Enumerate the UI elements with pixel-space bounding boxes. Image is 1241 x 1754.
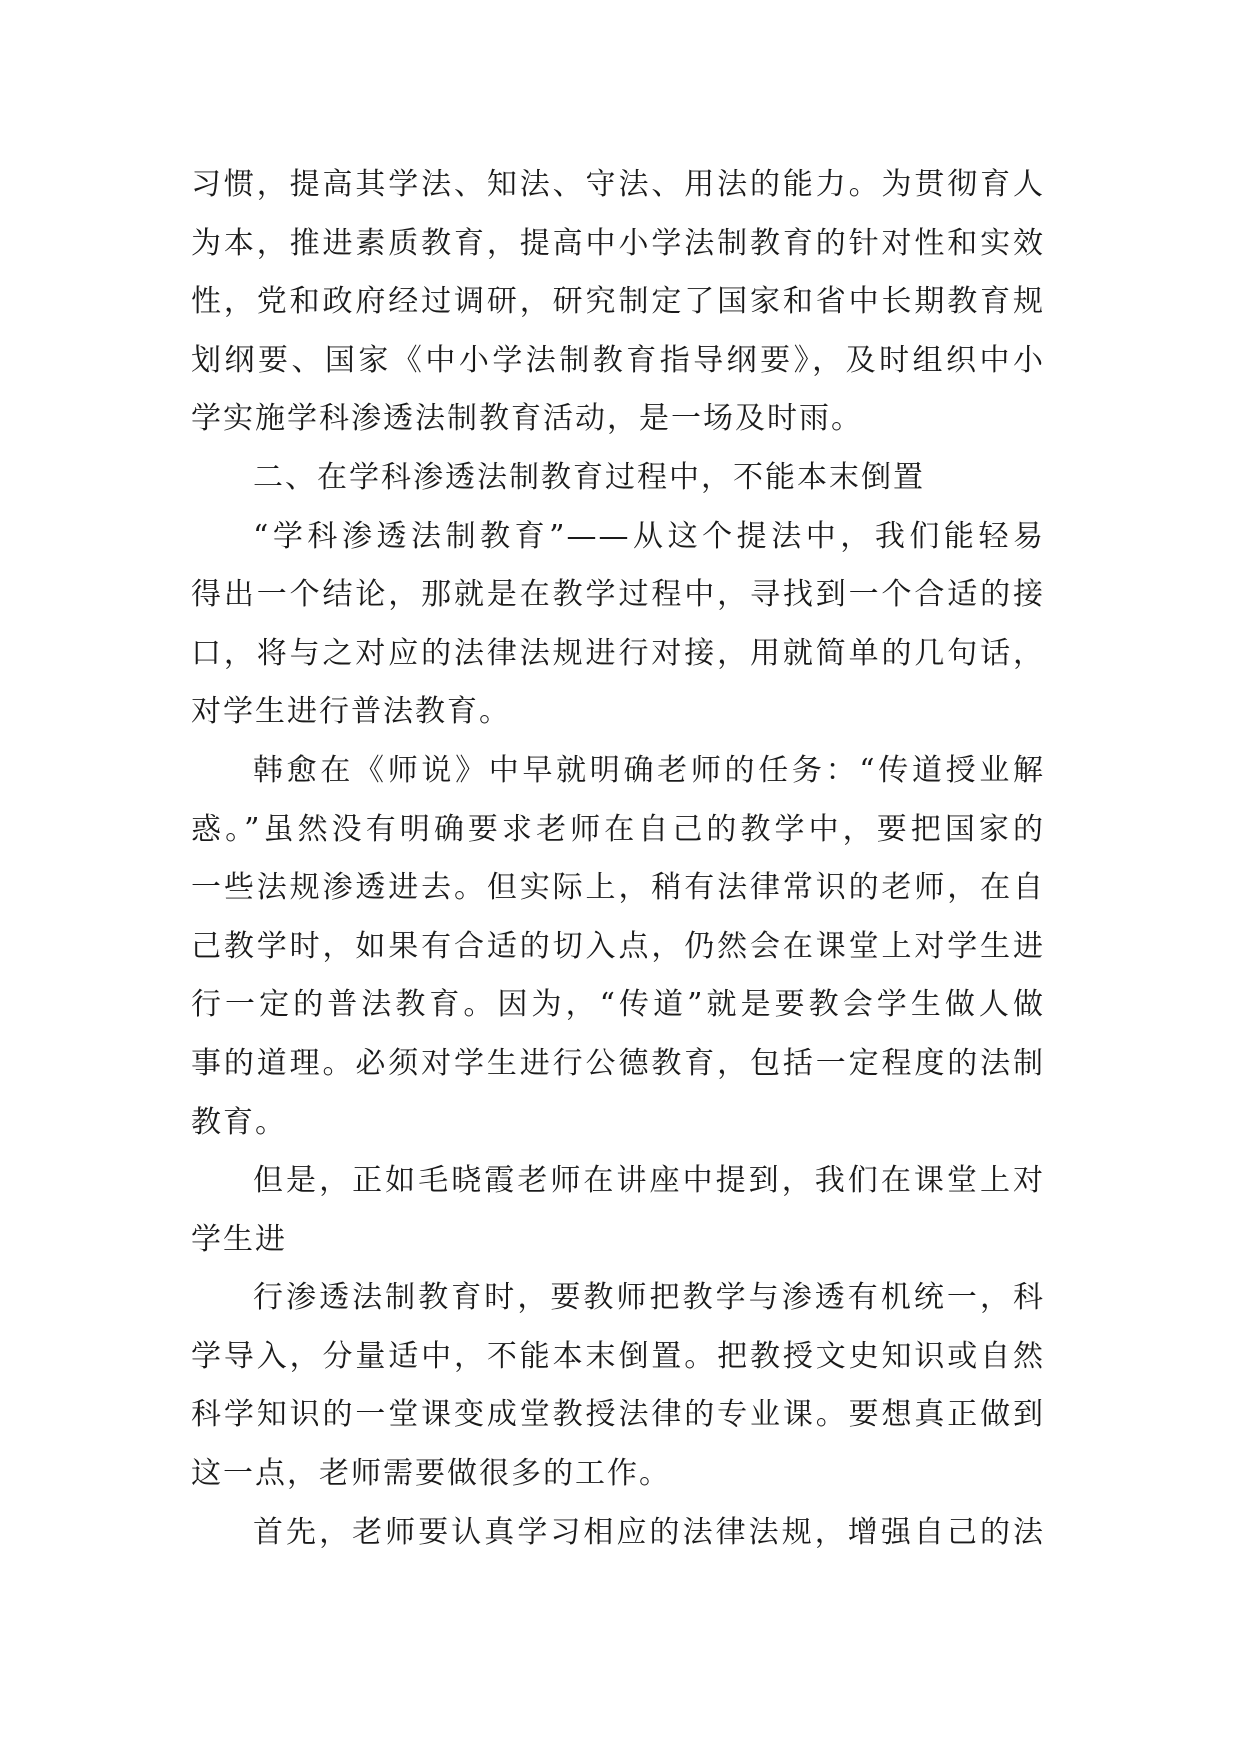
text-line: 学实施学科渗透法制教育活动，是一场及时雨。 xyxy=(191,401,863,437)
paragraph-first-line: 行渗透法制教育时，要教师把教学与渗透有机统一，科 xyxy=(253,1280,1045,1316)
document-body xyxy=(191,156,1045,1562)
paragraph-first-line: 二、在学科渗透法制教育过程中，不能本末倒置 xyxy=(253,459,925,495)
text-line: 划纲要、国家《中小学法制教育指导纲要》，及时组织中小 xyxy=(191,342,1045,378)
text-line: 这一点，老师需要做很多的工作。 xyxy=(191,1456,671,1492)
text-line: 事的道理。必须对学生进行公德教育，包括一定程度的法制 xyxy=(191,1045,1045,1081)
text-line: 惑。”虽然没有明确要求老师在自己的教学中，要把国家的 xyxy=(191,811,1045,847)
text-line: 习惯，提高其学法、知法、守法、用法的能力。为贯彻育人 xyxy=(191,167,1045,202)
text-line: 科学知识的一堂课变成堂教授法律的专业课。要想真正做到 xyxy=(191,1397,1045,1433)
text-line: 行一定的普法教育。因为，“传道”就是要教会学生做人做 xyxy=(191,987,1045,1023)
paragraph-first-line: “学科渗透法制教育”——从这个提法中，我们能轻易 xyxy=(253,518,1045,554)
text-line: 一些法规渗透进去。但实际上，稍有法律常识的老师，在自 xyxy=(191,870,1045,906)
text-line: 得出一个结论，那就是在教学过程中，寻找到一个合适的接 xyxy=(191,577,1045,613)
text-line: 对学生进行普法教育。 xyxy=(191,694,511,730)
text-line: 教育。 xyxy=(191,1104,287,1140)
text-line: 学生进 xyxy=(191,1221,287,1257)
paragraph-first-line: 首先，老师要认真学习相应的法律法规，增强自己的法 xyxy=(253,1514,1045,1550)
text-line: 口，将与之对应的法律法规进行对接，用就简单的几句话， xyxy=(191,635,1045,671)
paragraph-first-line: 韩愈在《师说》中早就明确老师的任务：“传道授业解 xyxy=(253,752,1045,788)
text-line: 为本，推进素质教育，提高中小学法制教育的针对性和实效 xyxy=(191,225,1045,261)
text-line: 己教学时，如果有合适的切入点，仍然会在课堂上对学生进 xyxy=(191,928,1045,964)
paragraph-first-line: 但是，正如毛晓霞老师在讲座中提到，我们在课堂上对 xyxy=(253,1163,1045,1199)
text-line: 学导入，分量适中，不能本末倒置。把教授文史知识或自然 xyxy=(191,1338,1045,1374)
text-line: 性，党和政府经过调研，研究制定了国家和省中长期教育规 xyxy=(191,284,1045,320)
